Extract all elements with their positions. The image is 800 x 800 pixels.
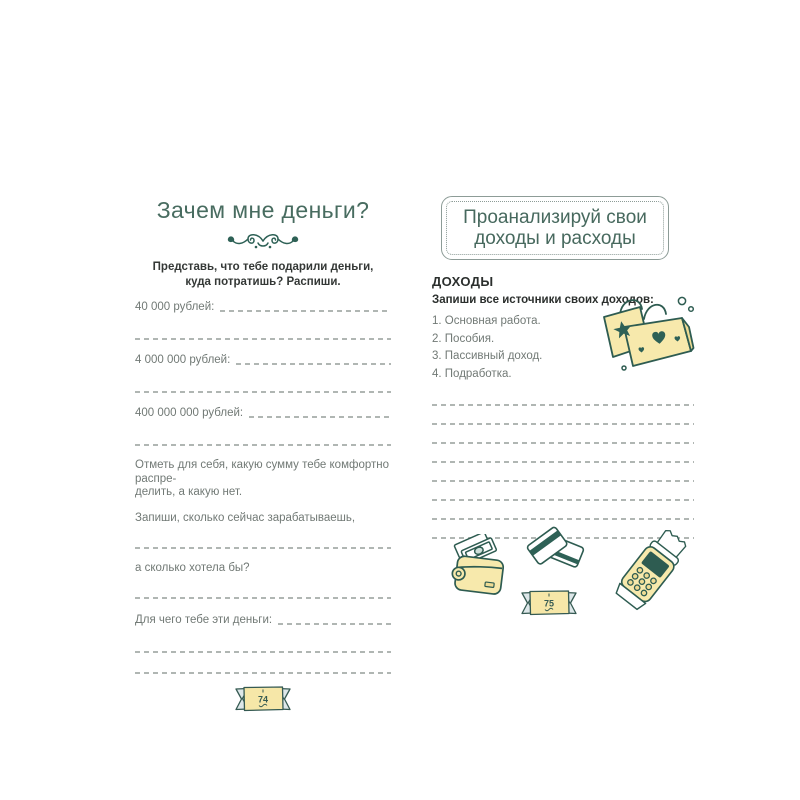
writing-lines-block xyxy=(432,404,694,539)
writing-line xyxy=(135,444,391,446)
chapter-title-line-2: доходы и расходы xyxy=(474,228,636,249)
list-item: 4. Подработка. xyxy=(432,367,512,380)
amount-label: 400 000 000 рублей: xyxy=(135,407,244,419)
comfort-note-line-1: Отметь для себя, какую сумму тебе комфортно распре- xyxy=(135,459,389,485)
writing-line xyxy=(432,461,694,463)
income-sources-list xyxy=(432,315,582,380)
section-subheading: Запиши все источники своих доходов: xyxy=(432,294,654,306)
writing-line xyxy=(432,423,694,425)
chapter-title xyxy=(446,201,664,255)
credit-cards-icon xyxy=(524,524,588,582)
writing-line xyxy=(432,499,694,501)
writing-line xyxy=(432,442,694,444)
writing-line xyxy=(432,518,694,520)
chapter-title-box xyxy=(441,196,669,260)
payment-terminal-icon xyxy=(602,522,694,618)
wallet-with-cash-icon xyxy=(448,534,510,600)
page-number: 75 xyxy=(543,598,555,609)
writing-line xyxy=(220,310,391,312)
comfort-note-line-2: делить, а какую нет. xyxy=(135,486,243,498)
list-item: 3. Пассивный доход. xyxy=(432,350,543,362)
right-page xyxy=(432,196,694,636)
writing-line xyxy=(135,651,391,653)
writing-line xyxy=(432,404,694,406)
purpose-label: Для чего тебе эти деньги: xyxy=(135,613,273,626)
left-page xyxy=(135,196,391,714)
shopping-bags-icon xyxy=(590,289,696,371)
amount-field-40k xyxy=(135,300,391,314)
list-item: 1. Основная работа. xyxy=(432,315,541,327)
section-heading: ДОХОДЫ xyxy=(432,274,494,289)
writing-line xyxy=(135,547,391,549)
intro-line-1: Представь, что тебе подарили деньги, xyxy=(152,261,374,273)
page-number-ribbon-icon xyxy=(232,682,294,714)
writing-line xyxy=(135,338,391,340)
page-title: Зачем мне деньги? xyxy=(156,197,370,223)
earn-wish-prompt: а сколько хотела бы? xyxy=(135,561,250,574)
earn-now-prompt: Запиши, сколько сейчас зарабатываешь, xyxy=(135,511,356,524)
writing-line xyxy=(135,391,391,393)
comfort-note xyxy=(135,459,391,500)
intro-line-2: куда потратишь? Распиши. xyxy=(185,276,341,288)
writing-line xyxy=(236,363,391,365)
chapter-title-line-1: Проанализируй свои xyxy=(463,207,647,228)
writing-line xyxy=(135,672,391,674)
amount-field-4m xyxy=(135,353,391,367)
purpose-field xyxy=(135,613,391,627)
page-number: 74 xyxy=(257,694,269,704)
writing-line xyxy=(278,623,391,625)
intro-text xyxy=(135,260,391,290)
amount-label: 40 000 рублей: xyxy=(135,301,215,313)
amount-label: 4 000 000 рублей: xyxy=(135,354,231,366)
amount-field-400m xyxy=(135,406,391,420)
writing-line xyxy=(249,416,391,418)
list-item: 2. Пособия. xyxy=(432,332,495,345)
page-number-ribbon-icon xyxy=(518,586,580,618)
writing-line xyxy=(432,480,694,482)
flourish-ornament-icon xyxy=(225,230,301,252)
writing-line xyxy=(135,597,391,599)
